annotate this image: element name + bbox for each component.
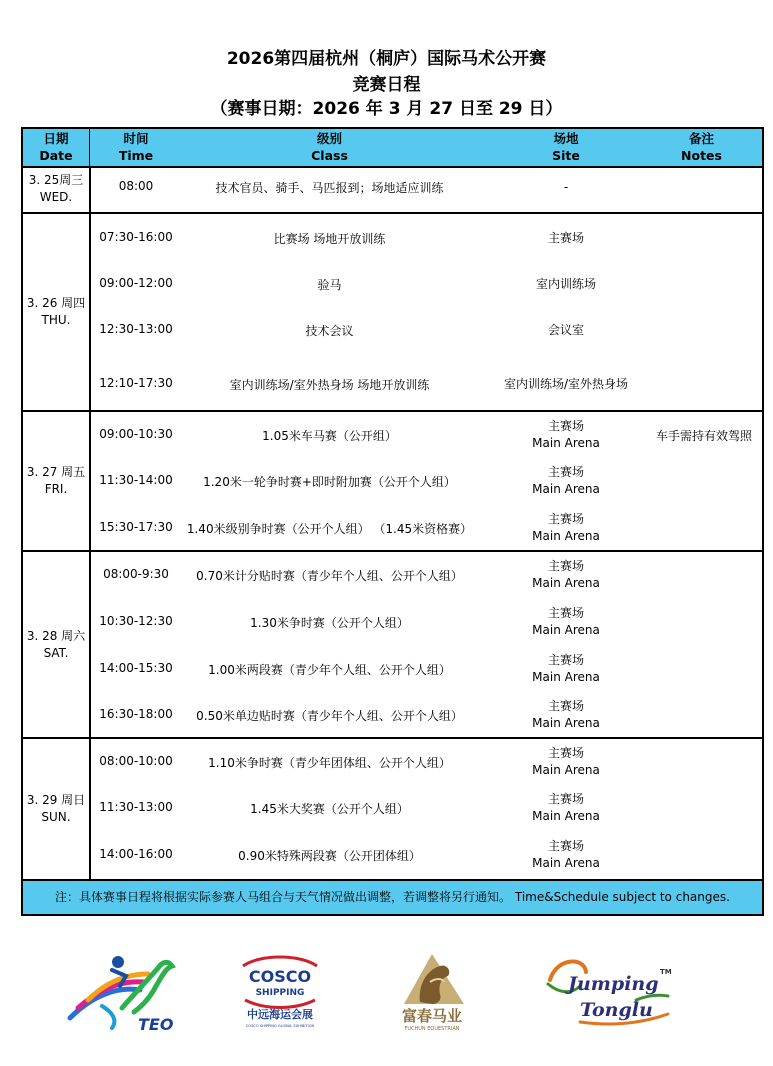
day-block-fri	[23, 412, 762, 552]
document-subtitle: 竞赛日程	[352, 75, 421, 95]
site-cell: 主赛场 Main Arena	[532, 792, 600, 823]
teo-wordmark: TEO	[138, 1015, 174, 1034]
site-cell: 主赛场 Main Arena	[532, 512, 600, 543]
date-cell: 3. 28 周六 SAT.	[23, 552, 91, 737]
header-time: 时间 Time	[118, 131, 154, 163]
class-cell: 0.90米特殊两段赛（公开团体组）	[238, 849, 421, 863]
header-notes: 备注 Notes	[681, 131, 722, 163]
site-cell: 主赛场 Main Arena	[532, 699, 600, 730]
cosco-shipping-icon	[235, 954, 325, 1030]
day-block-thu	[23, 214, 762, 412]
site-cell: 室内训练场/室外热身场	[503, 377, 629, 391]
site-cell: 主赛场	[547, 231, 584, 245]
fuchun-horse-icon	[384, 948, 480, 1032]
cosco-chinese-text: 中远海运会展	[247, 1008, 313, 1021]
site-cell: 室内训练场	[535, 277, 596, 291]
jumping-tonglu-logo	[540, 950, 680, 1030]
header-date: 日期 Date	[39, 131, 73, 163]
class-cell: 0.70米计分贴时赛（青少年个人组、公开个人组）	[196, 569, 463, 583]
class-cell: 技术官员、骑手、马匹报到；场地适应训练	[215, 181, 444, 195]
class-cell: 0.50米单边贴时赛（青少年个人组、公开个人组）	[196, 709, 463, 723]
day-block-sat	[23, 552, 762, 739]
table-header	[23, 129, 762, 168]
header-class: 级别 Class	[311, 131, 348, 163]
fuchun-english-text: FUCHUN EQUESTRIAN	[404, 1026, 460, 1032]
site-cell: 主赛场 Main Arena	[532, 419, 600, 450]
time-cell: 14:00-15:30	[99, 661, 173, 675]
time-cell: 11:30-14:00	[99, 473, 173, 487]
day-block-sun	[23, 739, 762, 881]
date-cell: 3. 26 周四 THU.	[23, 214, 91, 410]
fuchun-logo	[384, 948, 480, 1032]
header-site: 场地 Site	[552, 131, 580, 163]
site-cell: -	[563, 180, 569, 194]
cosco-wordmark: COSCO	[248, 967, 312, 986]
site-cell: 主赛场 Main Arena	[532, 559, 600, 590]
time-cell: 09:00-12:00	[99, 276, 173, 290]
teo-logo	[62, 946, 182, 1034]
time-cell: 15:30-17:30	[99, 520, 173, 534]
class-cell: 1.10米争时赛（青少年团体组、公开个人组）	[208, 756, 451, 770]
site-cell: 会议室	[547, 323, 584, 337]
class-cell: 比赛场 场地开放训练	[273, 232, 386, 246]
schedule-footnote: 注：具体赛事日程将根据实际参赛人马组合与天气情况做出调整，若调整将另行通知。 Time&Schedule subject to changes.	[23, 881, 762, 914]
time-cell: 12:30-13:00	[99, 322, 173, 336]
date-cell: 3. 27 周五 FRI.	[23, 412, 91, 550]
date-cell: 3. 25周三 WED.	[23, 166, 91, 212]
header-divider	[89, 129, 90, 166]
sponsor-logos	[0, 940, 773, 1040]
schedule-table	[21, 127, 764, 916]
time-cell: 14:00-16:00	[99, 847, 173, 861]
time-cell: 12:10-17:30	[99, 376, 173, 390]
time-cell: 08:00	[118, 179, 154, 193]
time-cell: 08:00-10:00	[99, 754, 173, 768]
time-cell: 16:30-18:00	[99, 707, 173, 721]
class-cell: 1.40米级别争时赛（公开个人组） （1.45米资格赛）	[186, 522, 473, 536]
teo-horse-icon	[62, 946, 182, 1034]
tonglu-wordmark: Tonglu	[580, 999, 653, 1021]
class-cell: 室内训练场/室外热身场 场地开放训练	[229, 378, 430, 392]
class-cell: 验马	[317, 278, 342, 292]
site-cell: 主赛场 Main Arena	[532, 465, 600, 496]
cosco-shipping-text: SHIPPING	[255, 988, 305, 998]
time-cell: 08:00-9:30	[103, 567, 169, 581]
class-cell: 1.30米争时赛（公开个人组）	[250, 616, 409, 630]
time-cell: 10:30-12:30	[99, 614, 173, 628]
fuchun-chinese-text: 富春马业	[401, 1007, 463, 1025]
class-cell: 技术会议	[305, 324, 354, 338]
day-block-wed	[23, 166, 762, 214]
jumping-wordmark: Jumping	[568, 973, 659, 995]
site-cell: 主赛场 Main Arena	[532, 653, 600, 684]
class-cell: 1.45米大奖赛（公开个人组）	[250, 802, 409, 816]
site-cell: 主赛场 Main Arena	[532, 839, 600, 870]
trademark-symbol: TM	[660, 968, 672, 976]
document-title: 2026第四届杭州（桐庐）国际马术公开赛	[226, 49, 547, 69]
event-dates: （赛事日期：2026 年 3 月 27 日至 29 日）	[210, 99, 563, 119]
site-cell: 主赛场 Main Arena	[532, 746, 600, 777]
note-cell: 车手需持有效驾照	[655, 429, 752, 443]
time-cell: 07:30-16:00	[99, 230, 173, 244]
cosco-logo	[235, 954, 325, 1030]
class-cell: 1.20米一轮争时赛+即时附加赛（公开个人组）	[203, 475, 456, 489]
time-cell: 09:00-10:30	[99, 427, 173, 441]
jumping-tonglu-icon	[540, 950, 680, 1030]
date-cell: 3. 29 周日 SUN.	[23, 739, 91, 879]
cosco-english-text: COSCO SHIPPING GLOBAL EXHIBITION	[245, 1024, 315, 1028]
site-cell: 主赛场 Main Arena	[532, 606, 600, 637]
class-cell: 1.00米两段赛（青少年个人组、公开个人组）	[208, 663, 451, 677]
time-cell: 11:30-13:00	[99, 800, 173, 814]
class-cell: 1.05米车马赛（公开组）	[262, 429, 397, 443]
